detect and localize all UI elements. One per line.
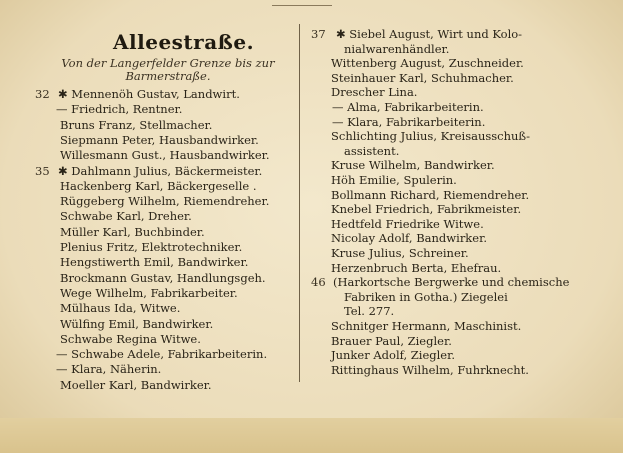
resident-entry: Nicolay Adolf, Bandwirker. [331, 231, 487, 246]
resident-entry: Brockmann Gustav, Handlungsgeh. [60, 270, 266, 285]
resident-entry: Schwabe Regina Witwe. [60, 331, 201, 346]
street-subtitle-line2: Barmerstraße. [125, 69, 211, 83]
resident-entry: Schlichting Julius, Kreisausschuß- [331, 129, 531, 144]
resident-entry: Brauer Paul, Ziegler. [331, 333, 452, 348]
resident-entry: Moeller Karl, Bandwirker. [60, 377, 212, 392]
street-subtitle-line1: Von der Langerfelder Grenze bis zur [61, 56, 275, 70]
resident-entry: — Klara, Fabrikarbeiterin. [332, 114, 486, 129]
resident-entry: — Schwabe Adele, Fabrikarbeiterin. [56, 347, 268, 362]
resident-entry: Knebel Friedrich, Fabrikmeister. [331, 202, 522, 217]
resident-entry: Höh Emilie, Spulerin. [331, 173, 457, 187]
resident-entry: Plenius Fritz, Elektrotechniker. [60, 240, 243, 254]
resident-entry: ✱ Mennenöh Gustav, Landwirt. [58, 87, 240, 101]
resident-entry: Steinhauer Karl, Schuhmacher. [331, 70, 514, 85]
resident-entry: Kruse Wilhelm, Bandwirker. [331, 158, 495, 173]
resident-entry: Rüggeberg Wilhelm, Riemendreher. [60, 194, 270, 209]
house-number: 46 [311, 275, 326, 290]
house-number: 32 [35, 87, 50, 101]
resident-entry: Willesmann Gust., Hausbandwirker. [60, 148, 270, 163]
resident-entry: Drescher Lina. [331, 85, 418, 100]
resident-entry: (Harkortsche Bergwerke und chemische [333, 275, 570, 290]
resident-entry: ✱ Siebel August, Wirt und Kolo- [336, 27, 523, 41]
resident-entry: assistent. [344, 143, 400, 158]
resident-entry: Hackenberg Karl, Bäckergeselle . [60, 178, 257, 193]
resident-entry: Rittinghaus Wilhelm, Fuhrknecht. [331, 362, 529, 377]
house-number: 37 [311, 27, 326, 41]
resident-entry: Müller Karl, Buchbinder. [60, 224, 205, 239]
resident-entry: ✱ Dahlmann Julius, Bäckermeister. [58, 163, 263, 178]
resident-entry: Schnitger Hermann, Maschinist. [331, 319, 522, 333]
resident-entry: Schwabe Karl, Dreher. [60, 209, 192, 224]
resident-entry: Wülfing Emil, Bandwirker. [60, 316, 214, 331]
resident-entry: Wege Wilhelm, Fabrikarbeiter. [60, 285, 238, 300]
resident-entry: — Klara, Näherin. [56, 362, 162, 377]
resident-entry: Junker Adolf, Ziegler. [331, 348, 455, 363]
column-divider [299, 24, 300, 382]
resident-entry: — Alma, Fabrikarbeiterin. [332, 100, 484, 114]
resident-entry: Bruns Franz, Stellmacher. [60, 117, 213, 132]
resident-entry: Siepmann Peter, Hausbandwirker. [60, 132, 259, 147]
house-number: 35 [35, 163, 50, 178]
resident-entry: nialwarenhändler. [344, 41, 450, 56]
resident-entry: Hedtfeld Friedrike Witwe. [331, 216, 484, 231]
resident-entry: Wittenberg August, Zuschneider. [331, 56, 524, 71]
resident-entry: Fabriken in Gotha.) Ziegelei [344, 289, 508, 304]
resident-entry: Tel. 277. [344, 304, 395, 319]
resident-entry: Herzenbruch Berta, Ehefrau. [331, 260, 502, 275]
resident-entry: Bollmann Richard, Riemendreher. [331, 187, 530, 202]
top-rule [272, 5, 332, 6]
resident-entry: Kruse Julius, Schreiner. [331, 246, 469, 260]
resident-entry: Hengstiwerth Emil, Bandwirker. [60, 255, 249, 270]
resident-entry: Mülhaus Ida, Witwe. [60, 301, 181, 316]
resident-entry: — Friedrich, Rentner. [56, 102, 183, 117]
page-bottom-edge [0, 418, 623, 453]
street-heading: Alleestraße. [113, 30, 255, 54]
